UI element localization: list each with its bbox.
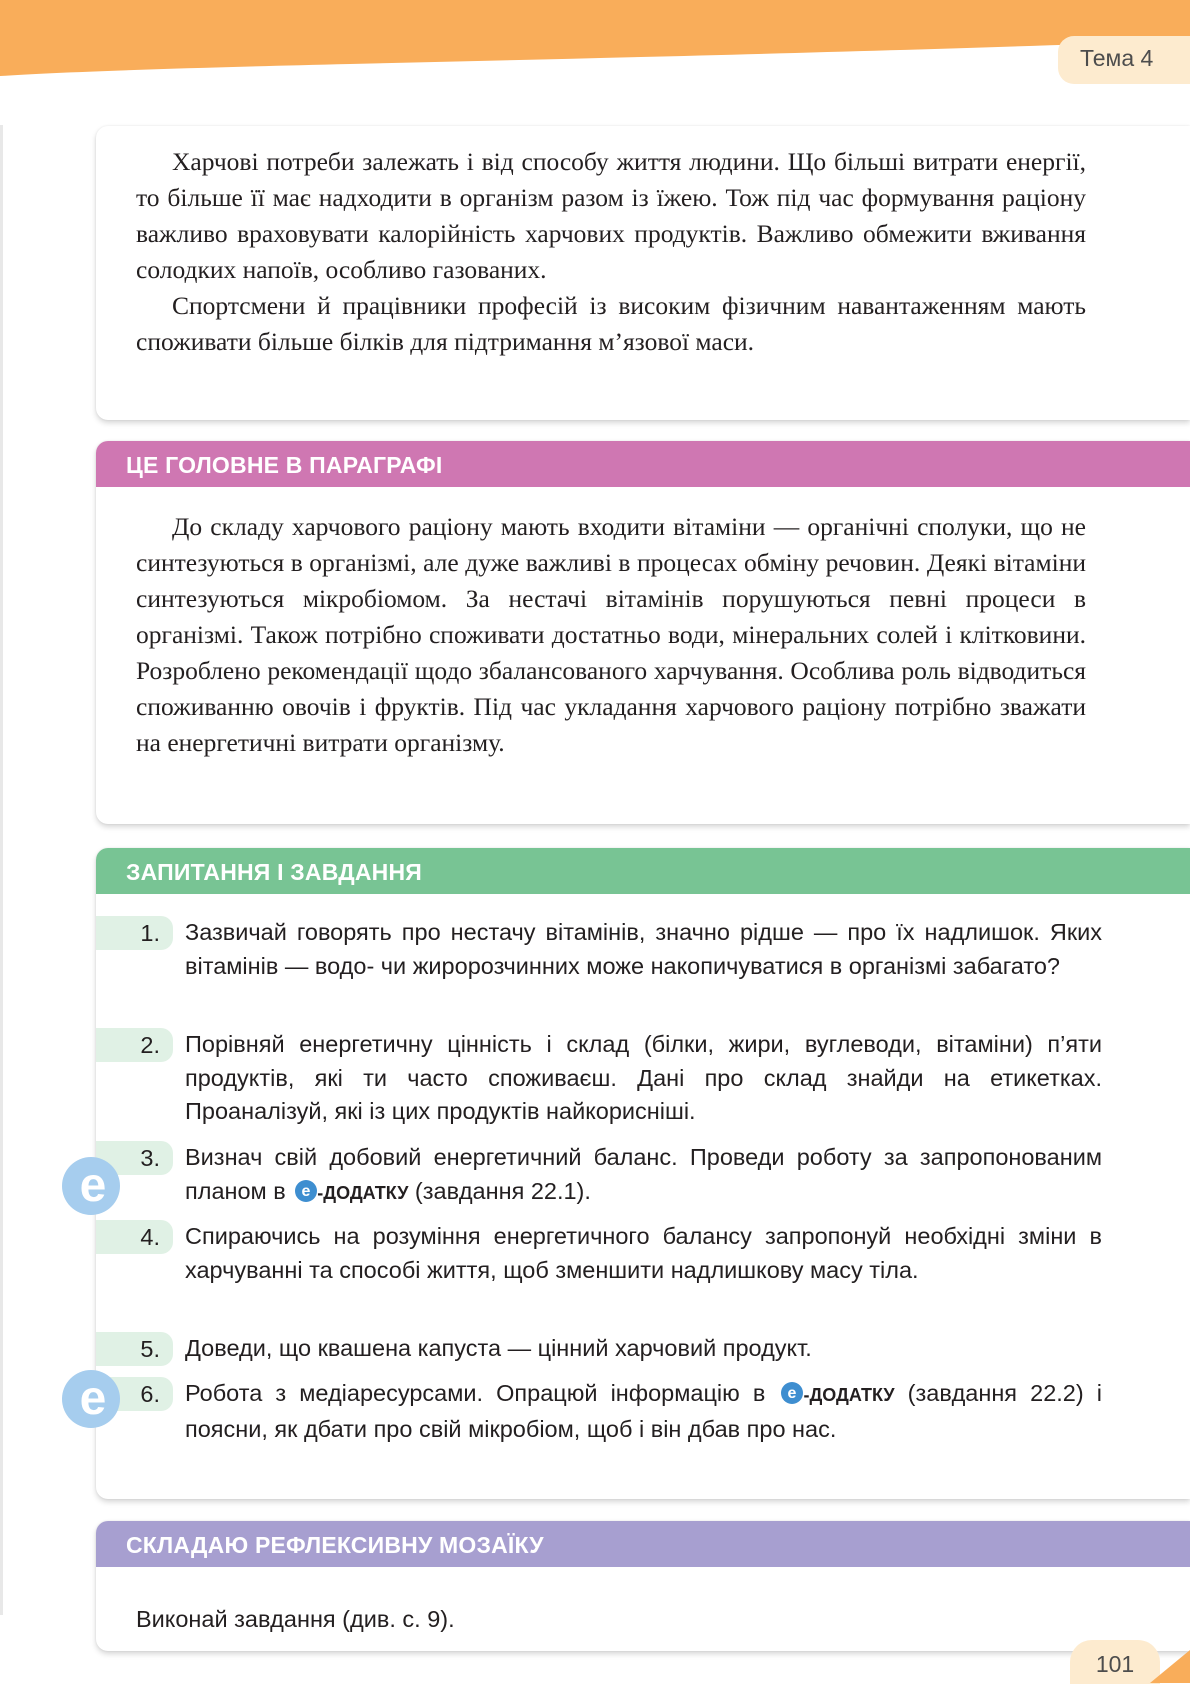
svg-text:e: e [79,1159,107,1212]
intro-box [96,126,1190,420]
summary-box [96,441,1190,824]
question-text-part: (завдання 22.1). [408,1177,591,1204]
question-number: 1. [96,916,173,950]
e-resource-icon [781,1382,803,1404]
question-number: 6. [96,1377,173,1411]
question-number: 4. [96,1220,173,1254]
question-number: 2. [96,1028,173,1062]
svg-text:e: e [79,1372,107,1425]
e-appendix-link[interactable]: -ДОДАТКУ [317,1182,409,1203]
question-text-part: Визнач свій добовий енергетичний баланс. Проведи роботу за запропонованим планом в [185,1144,1102,1204]
topic-label: Тема 4 [1058,36,1190,84]
reflection-box [96,1521,1190,1651]
question-text: Порівняй енергетичну цінність і склад (білки, жири, вуглеводи, вітаміни) п’яти продуктів, які ти часто споживаєш. Дані про склад знайди на етикетках. Проаналізуй, які із цих продуктів найкорисніші. [185,1031,1102,1124]
question-text-part: Робота з медіаресурсами. Опрацюй інформацію в [185,1380,779,1406]
summary-text: До складу харчового раціону мають входити вітаміни — органічні сполуки, що не синтезуються в організмі, але дуже важливі в процесах обміну речовин. Деякі вітаміни синтезуються мікробіомом. За нестачі вітамінів порушуються певні процеси в організмі. Також потрібно споживати достатньо води, мінеральних солей і клітковини. Розроблено рекомендації щодо збалансованого харчування. Особлива роль відводиться споживанню овочів і фруктів. Під час укладання харчового раціону потрібно зважати на енергетичні витрати організму. [136,512,1086,757]
question-text [185,1377,1102,1446]
question-text-part: (завдання 22.2) і поясни, як дбати про свій мікробіом, щоб і він дбав про нас. [185,1380,1103,1442]
question-text [185,1141,1102,1210]
e-resource-icon[interactable] [62,1157,120,1215]
corner-decoration [1150,1650,1190,1683]
margin-divider [0,125,3,1615]
reflection-text: Виконай завдання (див. с. 9). [136,1606,455,1632]
reflection-title: СКЛАДАЮ РЕФЛЕКСИВНУ МОЗАЇКУ [96,1521,1190,1567]
e-resource-icon [295,1180,317,1202]
summary-title: ЦЕ ГОЛОВНЕ В ПАРАГРАФІ [96,441,1190,487]
questions-title: ЗАПИТАННЯ І ЗАВДАННЯ [96,848,1190,894]
e-resource-icon[interactable] [62,1370,120,1428]
svg-text:e: e [301,1182,311,1200]
question-number: 5. [96,1332,173,1366]
question-text: Зазвичай говорять про нестачу вітамінів, значно рідше — про їх надлишок. Яких вітамінів — водо- чи жиророзчинних може накопичуватися в організмі забагато? [185,919,1102,979]
e-appendix-link[interactable]: -ДОДАТКУ [803,1385,895,1405]
question-text: Доведи, що квашена капуста — цінний харчовий продукт. [185,1335,812,1361]
intro-paragraph: Харчові потреби залежать і від способу життя людини. Що більші витрати енергії, то більше її має надходити в організм разом із їжею. Тож під час формування раціону важливо враховувати калорійність харчових продуктів. Важливо обмежити вживання солодких напоїв, особливо газованих. [136,147,1086,284]
intro-paragraph: Спортсмени й працівники професій із високим фізичним навантаженням мають споживати більше білків для підтримання м’язової маси. [136,291,1086,356]
svg-text:e: e [788,1385,797,1402]
page-number: 101 [1070,1640,1160,1684]
top-color-band [0,0,1190,80]
questions-box [96,848,1190,1499]
question-text: Спираючись на розуміння енергетичного балансу запропонуй необхідні зміни в харчуванні та способі життя, щоб зменшити надлишкову масу тіла. [185,1223,1102,1283]
question-number: 3. [96,1141,173,1175]
